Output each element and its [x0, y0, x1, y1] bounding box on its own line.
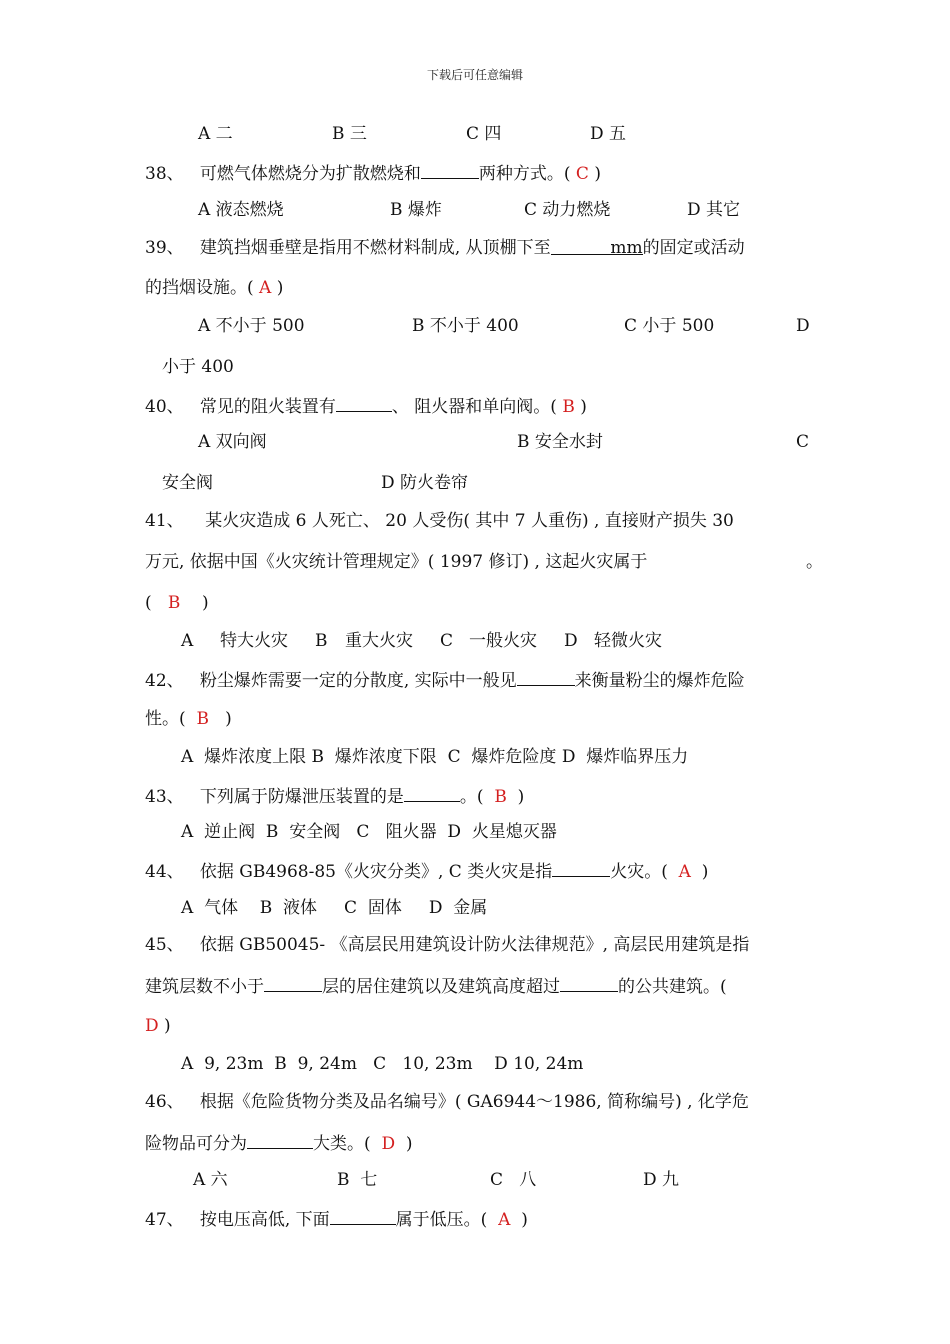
q39-option-d: D	[796, 316, 810, 336]
q41-text-line1: 某火灾造成 6 人死亡、 20 人受伤( 其中 7 人重伤) , 直接财产损失 30	[205, 511, 734, 531]
q39-number: 39、	[145, 238, 184, 258]
q47-text-pre: 按电压高低, 下面	[199, 1210, 330, 1230]
q45-text-l2-pre: 建筑层数不小于	[145, 977, 264, 997]
q46-number: 46、	[145, 1092, 184, 1112]
q41-option-a: 特大火灾	[220, 631, 288, 651]
q46-text-l2-post: 大类。(	[313, 1134, 371, 1154]
q40-close: )	[580, 397, 587, 417]
q46-option-c: C 八	[490, 1170, 537, 1190]
q44-close: )	[701, 862, 709, 882]
q44-text-post: 火灾。(	[610, 862, 668, 882]
q39-close: )	[276, 278, 284, 298]
q46-stem-line2	[145, 1130, 413, 1156]
q43-text-pre: 下列属于防爆泄压装置的是	[199, 787, 404, 807]
q41-option-d-letter: D	[564, 631, 578, 651]
q47-number: 47、	[145, 1210, 184, 1230]
q46-option-d: D 九	[643, 1170, 680, 1190]
q46-answer: D	[381, 1134, 396, 1154]
q47-close: )	[521, 1210, 528, 1230]
q43-close: )	[517, 787, 525, 807]
q45-text-l2-post: 的公共建筑。(	[618, 977, 727, 997]
q38-option-c: C 动力燃烧	[524, 200, 611, 220]
q39-text-pre: 建筑挡烟垂壁是指用不燃材料制成, 从顶棚下至	[199, 238, 551, 258]
q39-stem-line2	[145, 276, 283, 300]
q39-option-c: C 小于 500	[624, 316, 715, 336]
q45-options: A 9, 23m B 9, 24m C 10, 23m D 10, 24m	[181, 1054, 584, 1074]
q41-close: )	[201, 593, 209, 613]
q39-option-b: B 不小于 400	[412, 316, 519, 336]
q43-number: 43、	[145, 787, 184, 807]
q44-number: 44、	[145, 862, 184, 882]
q45-blank-1	[264, 973, 322, 992]
q43-options: A 逆止阀 B 安全阀 C 阻火器 D 火星熄灭器	[181, 822, 557, 842]
q38-text-pre: 可燃气体燃烧分为扩散燃烧和	[199, 164, 421, 184]
q43-blank	[404, 783, 460, 802]
q38-option-b: B 爆炸	[390, 200, 442, 220]
q39-text-line2: 的挡烟设施。(	[145, 278, 254, 298]
q37-option-b: B 三	[332, 124, 367, 144]
q45-number: 45、	[145, 935, 184, 955]
q40-option-d: D 防火卷帘	[381, 473, 469, 493]
q40-blank	[336, 393, 392, 412]
q43-answer: B	[494, 787, 507, 807]
q42-options: A 爆炸浓度上限 B 爆炸浓度下限 C 爆炸危险度 D 爆炸临界压力	[181, 747, 689, 767]
q43-stem	[145, 783, 524, 809]
q40-text-pre: 常见的阻火装置有	[199, 397, 336, 417]
q37-option-d: D 五	[590, 124, 627, 144]
q42-text-line2: 性。(	[145, 709, 186, 729]
q38-close: )	[594, 164, 601, 184]
q45-close: )	[164, 1016, 171, 1036]
q45-stem-line3	[145, 1014, 171, 1038]
q40-option-b: B 安全水封	[517, 432, 603, 452]
q44-options: A 气体 B 液体 C 固体 D 金属	[181, 898, 488, 918]
q41-open: (	[145, 593, 152, 613]
q42-close: )	[225, 709, 232, 729]
q39-answer: A	[259, 278, 272, 298]
q42-answer: B	[196, 709, 209, 729]
q40-stem	[145, 393, 587, 419]
q41-text-line2: 万元, 依据中国《火灾统计管理规定》( 1997 修订) , 这起火灾属于	[145, 552, 648, 572]
q39-option-a: A 不小于 500	[198, 316, 305, 336]
q40-option-c: C	[796, 432, 810, 452]
q47-stem	[145, 1206, 528, 1232]
q46-close: )	[405, 1134, 413, 1154]
q38-stem	[145, 160, 601, 186]
q42-number: 42、	[145, 671, 184, 691]
q38-number: 38、	[145, 164, 184, 184]
q40-option-a: A 双向阀	[198, 432, 267, 452]
q38-answer: C	[575, 164, 589, 184]
q47-blank	[330, 1206, 396, 1225]
q45-stem-line2	[145, 973, 727, 999]
q40-text-post: 、 阻火器和单向阀。(	[391, 397, 557, 417]
q38-option-d: D 其它	[687, 200, 741, 220]
q45-stem-line1	[145, 933, 749, 957]
q41-stem-line3	[145, 591, 209, 615]
q45-answer: D	[145, 1016, 159, 1036]
q44-answer: A	[678, 862, 691, 882]
q46-text-l2-pre: 险物品可分为	[145, 1134, 247, 1154]
q39-option-d-text: 小于 400	[162, 357, 234, 377]
q42-stem-line2	[145, 707, 232, 731]
q42-stem-line1	[145, 667, 745, 693]
q37-option-c: C 四	[466, 124, 502, 144]
q41-option-b-letter: B	[315, 631, 328, 651]
q46-stem-line1	[145, 1090, 749, 1114]
q41-option-d: 轻微火灾	[594, 631, 662, 651]
q45-blank-2	[560, 973, 618, 992]
q47-answer: A	[498, 1210, 511, 1230]
q41-number: 41、	[145, 511, 184, 531]
q44-stem	[145, 858, 708, 884]
q39-text-post: 的固定或活动	[642, 238, 745, 258]
q41-option-a-letter: A	[181, 631, 194, 651]
q46-blank	[247, 1130, 313, 1149]
q41-option-c: 一般火灾	[469, 631, 537, 651]
q40-number: 40、	[145, 397, 184, 417]
q41-stem-line1	[145, 509, 734, 533]
q47-text-post: 属于低压。(	[395, 1210, 488, 1230]
q42-blank	[517, 667, 575, 686]
q38-blank	[421, 160, 479, 179]
q39-stem-line1	[145, 236, 745, 260]
q40-answer: B	[562, 397, 575, 417]
q41-period: 。	[806, 552, 823, 572]
q41-answer: B	[167, 593, 181, 613]
q42-text-post: 来衡量粉尘的爆炸危险	[574, 671, 745, 691]
q44-blank	[552, 858, 610, 877]
q46-option-b: B 七	[337, 1170, 378, 1190]
q41-option-c-letter: C	[440, 631, 454, 651]
q39-blank: mm	[551, 236, 643, 255]
q45-text-l2-mid: 层的居住建筑以及建筑高度超过	[322, 977, 560, 997]
q46-text-line1: 根据《危险货物分类及品名编号》( GA6944～1986, 简称编号) , 化学危	[199, 1092, 749, 1112]
page-header: 下载后可任意编辑	[426, 68, 523, 82]
q37-option-a: A 二	[198, 124, 233, 144]
q41-option-b: 重大火灾	[345, 631, 413, 651]
q42-text-pre: 粉尘爆炸需要一定的分散度, 实际中一般见	[199, 671, 517, 691]
q40-option-c-text: 安全阀	[162, 473, 213, 493]
q44-text-pre: 依据 GB4968-85《火灾分类》, C 类火灾是指	[194, 862, 553, 882]
q43-text-post: 。(	[459, 787, 484, 807]
q38-text-post: 两种方式。(	[478, 164, 571, 184]
q45-text-line1: 依据 GB50045- 《高层民用建筑设计防火法律规范》, 高层民用建筑是指	[199, 935, 750, 955]
q38-option-a: A 液态燃烧	[198, 200, 284, 220]
q41-stem-line2	[145, 550, 647, 574]
q46-option-a: A 六	[193, 1170, 228, 1190]
